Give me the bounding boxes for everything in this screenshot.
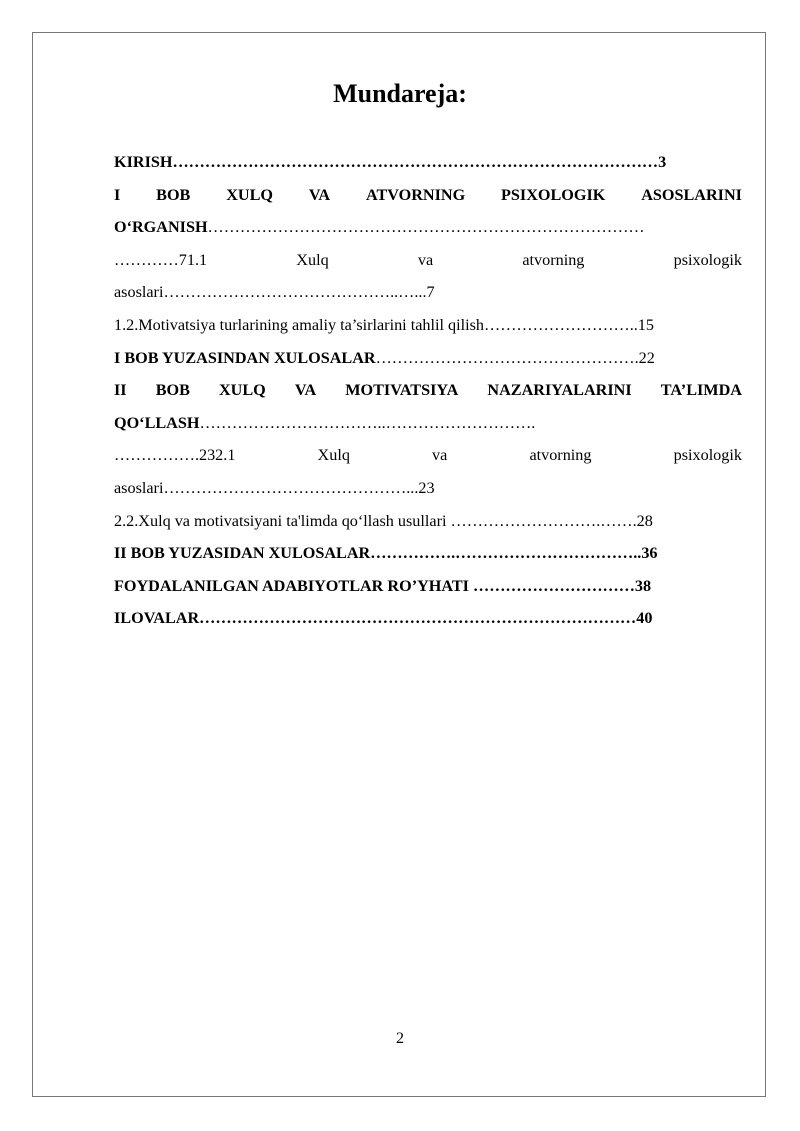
toc-heading-text: I BOB YUZASINDAN XULOSALAR xyxy=(114,348,376,367)
toc-word: ASOSLARINI xyxy=(641,185,742,204)
toc-word: BOB xyxy=(155,381,190,400)
toc-word: I xyxy=(114,185,121,204)
toc-word: VA xyxy=(308,185,331,204)
toc-entry-chapter2-conclusions: II BOB YUZASIDAN XULOSALAR…………….……………………………..36 xyxy=(114,544,658,563)
toc-entry-section-2-1-cont: asoslari………………………………………...23 xyxy=(114,478,435,497)
toc-word: Xulq xyxy=(317,446,350,465)
toc-entry-section-1-1-cont: asoslari……………………………………..…...7 xyxy=(114,283,435,302)
toc-entry-chapter1-heading xyxy=(114,179,742,212)
toc-entry-section-2-1 xyxy=(114,439,742,472)
toc-word: Xulq xyxy=(296,250,329,269)
toc-section-text: 1.2.Motivatsiya turlarining amaliy ta’sirlarini tahlil qilish xyxy=(114,315,485,334)
toc-leader-dots: ……………………………………………………………………… xyxy=(207,218,645,237)
toc-word: XULQ xyxy=(218,381,266,400)
toc-word: PSIXOLOGIK xyxy=(501,185,606,204)
toc-word: va xyxy=(432,446,448,465)
toc-word: TA’LIMDA xyxy=(660,381,742,400)
toc-word: MOTIVATSIYA xyxy=(345,381,459,400)
toc-entry-section-1-1 xyxy=(114,244,742,277)
toc-entry-section-1-2 xyxy=(114,309,742,342)
toc-entry-appendices: ILOVALAR………………………………………………………………………40 xyxy=(114,609,653,628)
toc-entry-chapter2-heading xyxy=(114,374,742,407)
toc-word: psixologik xyxy=(673,446,742,465)
toc-word: …………….232.1 xyxy=(114,446,236,465)
toc-leader-dots: ………………………..15 xyxy=(484,315,654,334)
toc-word: va xyxy=(417,250,434,269)
toc-word: VA xyxy=(294,381,317,400)
toc-word: NAZARIYALARINI xyxy=(487,381,632,400)
toc-entry-chapter1-conclusions xyxy=(114,342,742,375)
toc-entry-chapter2-heading-cont xyxy=(114,407,742,440)
toc-entry-chapter1-heading-cont xyxy=(114,211,742,244)
toc-leader-dots: ………………………………………….22 xyxy=(375,348,655,367)
page-title: Mundareja: xyxy=(333,79,467,108)
toc-word: ATVORNING xyxy=(365,185,466,204)
toc-heading-text: O‘RGANISH xyxy=(114,218,208,237)
toc-heading-text: QO‘LLASH xyxy=(114,413,200,432)
toc-word: psixologik xyxy=(673,250,742,269)
toc-word: II xyxy=(114,381,127,400)
table-of-contents xyxy=(114,146,742,635)
toc-word: atvorning xyxy=(522,250,585,269)
toc-word: BOB xyxy=(156,185,191,204)
toc-entry-section-2-2: 2.2.Xulq va motivatsiyani ta'limda qo‘llash usullari ……………………….…….28 xyxy=(114,511,653,530)
toc-word: XULQ xyxy=(226,185,273,204)
toc-word: atvorning xyxy=(529,446,592,465)
toc-entry-kirish: KIRISH………………………………………………………………………………3 xyxy=(114,153,667,171)
page-number: 2 xyxy=(396,1030,404,1047)
toc-leader-dots: ……………………………..………………………. xyxy=(199,413,536,432)
toc-entry-bibliography: FOYDALANILGAN ADABIYOTLAR RO’YHATI …………………………38 xyxy=(114,576,652,595)
toc-word: …………71.1 xyxy=(114,250,208,269)
